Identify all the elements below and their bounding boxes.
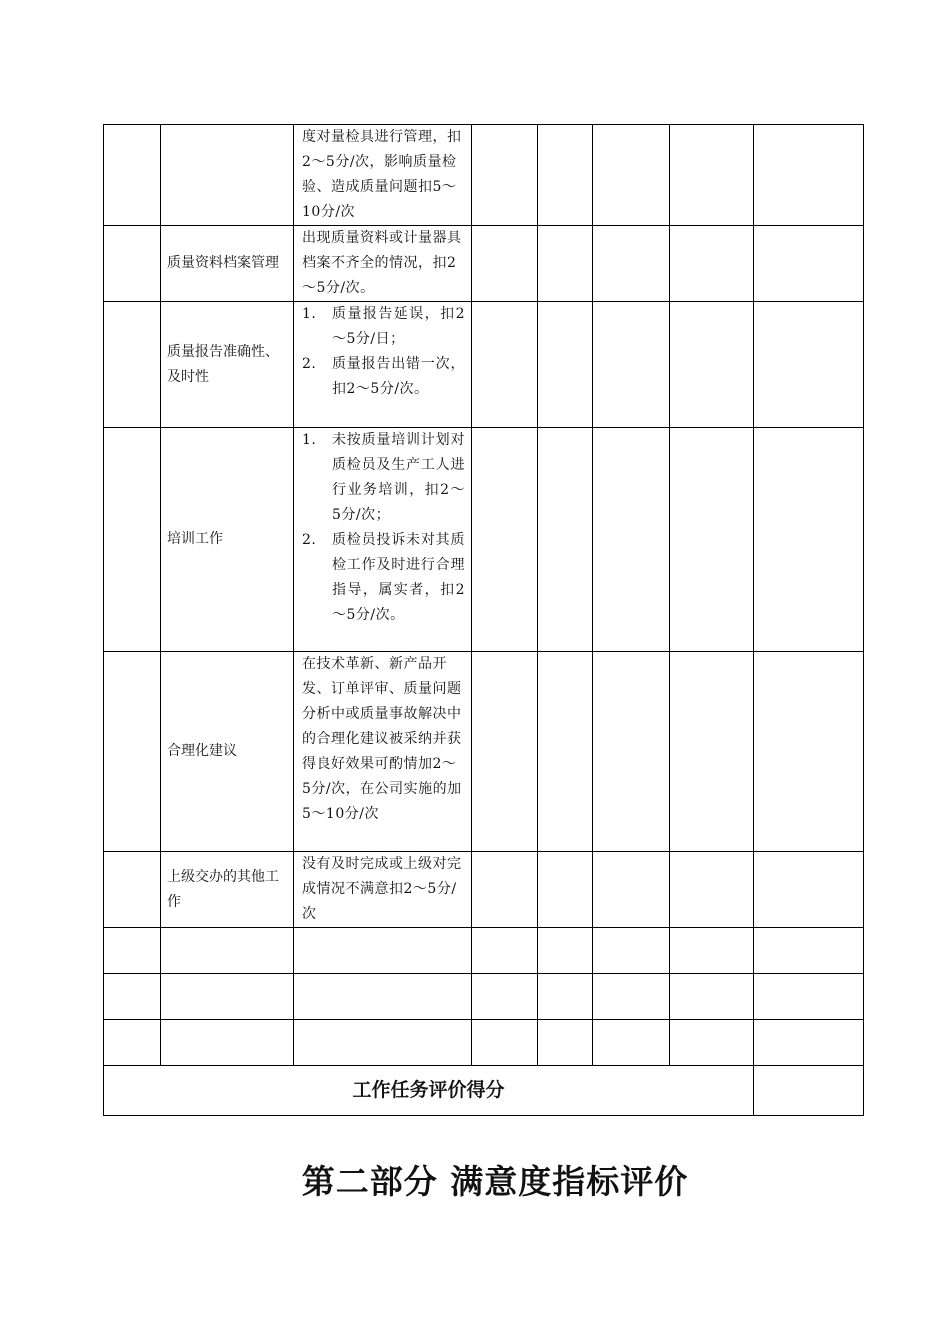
score-cell[interactable] xyxy=(593,428,670,652)
score-cell[interactable] xyxy=(754,1020,864,1066)
criteria-cell xyxy=(294,302,472,428)
score-cell[interactable] xyxy=(593,1020,670,1066)
score-cell[interactable] xyxy=(754,652,864,852)
table-row xyxy=(104,852,864,928)
list-item xyxy=(302,528,465,628)
score-cell[interactable] xyxy=(472,652,538,852)
score-cell[interactable] xyxy=(538,428,593,652)
empty-cell xyxy=(294,974,472,1020)
criteria-cell: 出现质量资料或计量器具档案不齐全的情况，扣2～5分/次。 xyxy=(294,226,472,302)
score-cell[interactable] xyxy=(670,428,754,652)
table-row xyxy=(104,302,864,428)
score-cell[interactable] xyxy=(593,302,670,428)
list-item xyxy=(302,302,465,352)
score-cell[interactable] xyxy=(472,928,538,974)
score-cell[interactable] xyxy=(593,852,670,928)
empty-cell xyxy=(161,974,294,1020)
score-cell[interactable] xyxy=(538,302,593,428)
score-cell[interactable] xyxy=(472,852,538,928)
item-cell: 合理化建议 xyxy=(161,652,294,852)
list-item xyxy=(302,352,465,402)
empty-cell xyxy=(294,1020,472,1066)
index-cell xyxy=(104,852,161,928)
score-cell[interactable] xyxy=(670,974,754,1020)
list-number: 2. xyxy=(302,356,317,372)
score-cell[interactable] xyxy=(472,125,538,226)
list-text: 质量报告延误，扣2～5分/日； xyxy=(332,306,465,347)
evaluation-table xyxy=(103,124,864,1116)
table-row xyxy=(104,226,864,302)
list-number: 1. xyxy=(302,306,317,322)
empty-cell xyxy=(161,928,294,974)
score-cell[interactable] xyxy=(538,1020,593,1066)
score-cell[interactable] xyxy=(670,652,754,852)
empty-row xyxy=(104,928,864,974)
score-cell[interactable] xyxy=(538,852,593,928)
criteria-list xyxy=(302,428,465,628)
table-row xyxy=(104,125,864,226)
score-cell[interactable] xyxy=(472,302,538,428)
item-cell: 质量资料档案管理 xyxy=(161,226,294,302)
score-cell[interactable] xyxy=(670,1020,754,1066)
score-cell[interactable] xyxy=(670,928,754,974)
score-cell[interactable] xyxy=(593,652,670,852)
score-cell[interactable] xyxy=(472,226,538,302)
score-total-label: 工作任务评价得分 xyxy=(104,1066,754,1116)
score-cell[interactable] xyxy=(754,302,864,428)
index-cell xyxy=(104,226,161,302)
item-cell: 培训工作 xyxy=(161,428,294,652)
score-cell[interactable] xyxy=(670,302,754,428)
index-cell xyxy=(104,428,161,652)
criteria-cell: 在技术革新、新产品开发、订单评审、质量问题分析中或质量事故解决中的合理化建议被采纳并获得良好效果可酌情加2～5分/次，在公司实施的加5～10分/次 xyxy=(294,652,472,852)
score-cell[interactable] xyxy=(538,125,593,226)
score-cell[interactable] xyxy=(593,226,670,302)
score-cell[interactable] xyxy=(754,428,864,652)
index-cell xyxy=(104,652,161,852)
score-total-value[interactable] xyxy=(754,1066,864,1116)
score-cell[interactable] xyxy=(472,1020,538,1066)
index-cell xyxy=(104,125,161,226)
score-cell[interactable] xyxy=(754,125,864,226)
table-row xyxy=(104,652,864,852)
score-cell[interactable] xyxy=(472,428,538,652)
score-cell[interactable] xyxy=(670,852,754,928)
item-cell xyxy=(161,125,294,226)
empty-cell xyxy=(104,1020,161,1066)
criteria-cell: 没有及时完成或上级对完成情况不满意扣2～5分/次 xyxy=(294,852,472,928)
score-cell[interactable] xyxy=(593,125,670,226)
section-title: 第二部分 满意度指标评价 xyxy=(301,1162,689,1201)
criteria-list xyxy=(302,302,465,402)
empty-cell xyxy=(104,928,161,974)
score-cell[interactable] xyxy=(593,974,670,1020)
score-cell[interactable] xyxy=(670,125,754,226)
index-cell xyxy=(104,302,161,428)
score-cell[interactable] xyxy=(538,652,593,852)
empty-cell xyxy=(161,1020,294,1066)
score-cell[interactable] xyxy=(754,928,864,974)
score-cell[interactable] xyxy=(538,928,593,974)
empty-cell xyxy=(294,928,472,974)
table-row xyxy=(104,428,864,652)
list-text: 未按质量培训计划对质检员及生产工人进行业务培训，扣2～5分/次； xyxy=(332,432,465,523)
score-cell[interactable] xyxy=(754,852,864,928)
criteria-cell: 度对量检具进行管理，扣2～5分/次，影响质量检验、造成质量问题扣5～10分/次 xyxy=(294,125,472,226)
score-cell[interactable] xyxy=(593,928,670,974)
score-cell[interactable] xyxy=(472,974,538,1020)
score-cell[interactable] xyxy=(754,974,864,1020)
score-cell[interactable] xyxy=(670,226,754,302)
item-cell: 上级交办的其他工作 xyxy=(161,852,294,928)
empty-row xyxy=(104,974,864,1020)
list-item xyxy=(302,428,465,528)
empty-row xyxy=(104,1020,864,1066)
list-number: 1. xyxy=(302,432,317,448)
score-cell[interactable] xyxy=(754,226,864,302)
empty-cell xyxy=(104,974,161,1020)
score-cell[interactable] xyxy=(538,974,593,1020)
score-cell[interactable] xyxy=(538,226,593,302)
item-cell: 质量报告准确性、及时性 xyxy=(161,302,294,428)
score-total-row xyxy=(104,1066,864,1116)
list-text: 质检员投诉未对其质检工作及时进行合理指导，属实者，扣2～5分/次。 xyxy=(332,532,465,623)
criteria-cell xyxy=(294,428,472,652)
list-text: 质量报告出错一次，扣2～5分/次。 xyxy=(332,356,465,397)
list-number: 2. xyxy=(302,532,317,548)
